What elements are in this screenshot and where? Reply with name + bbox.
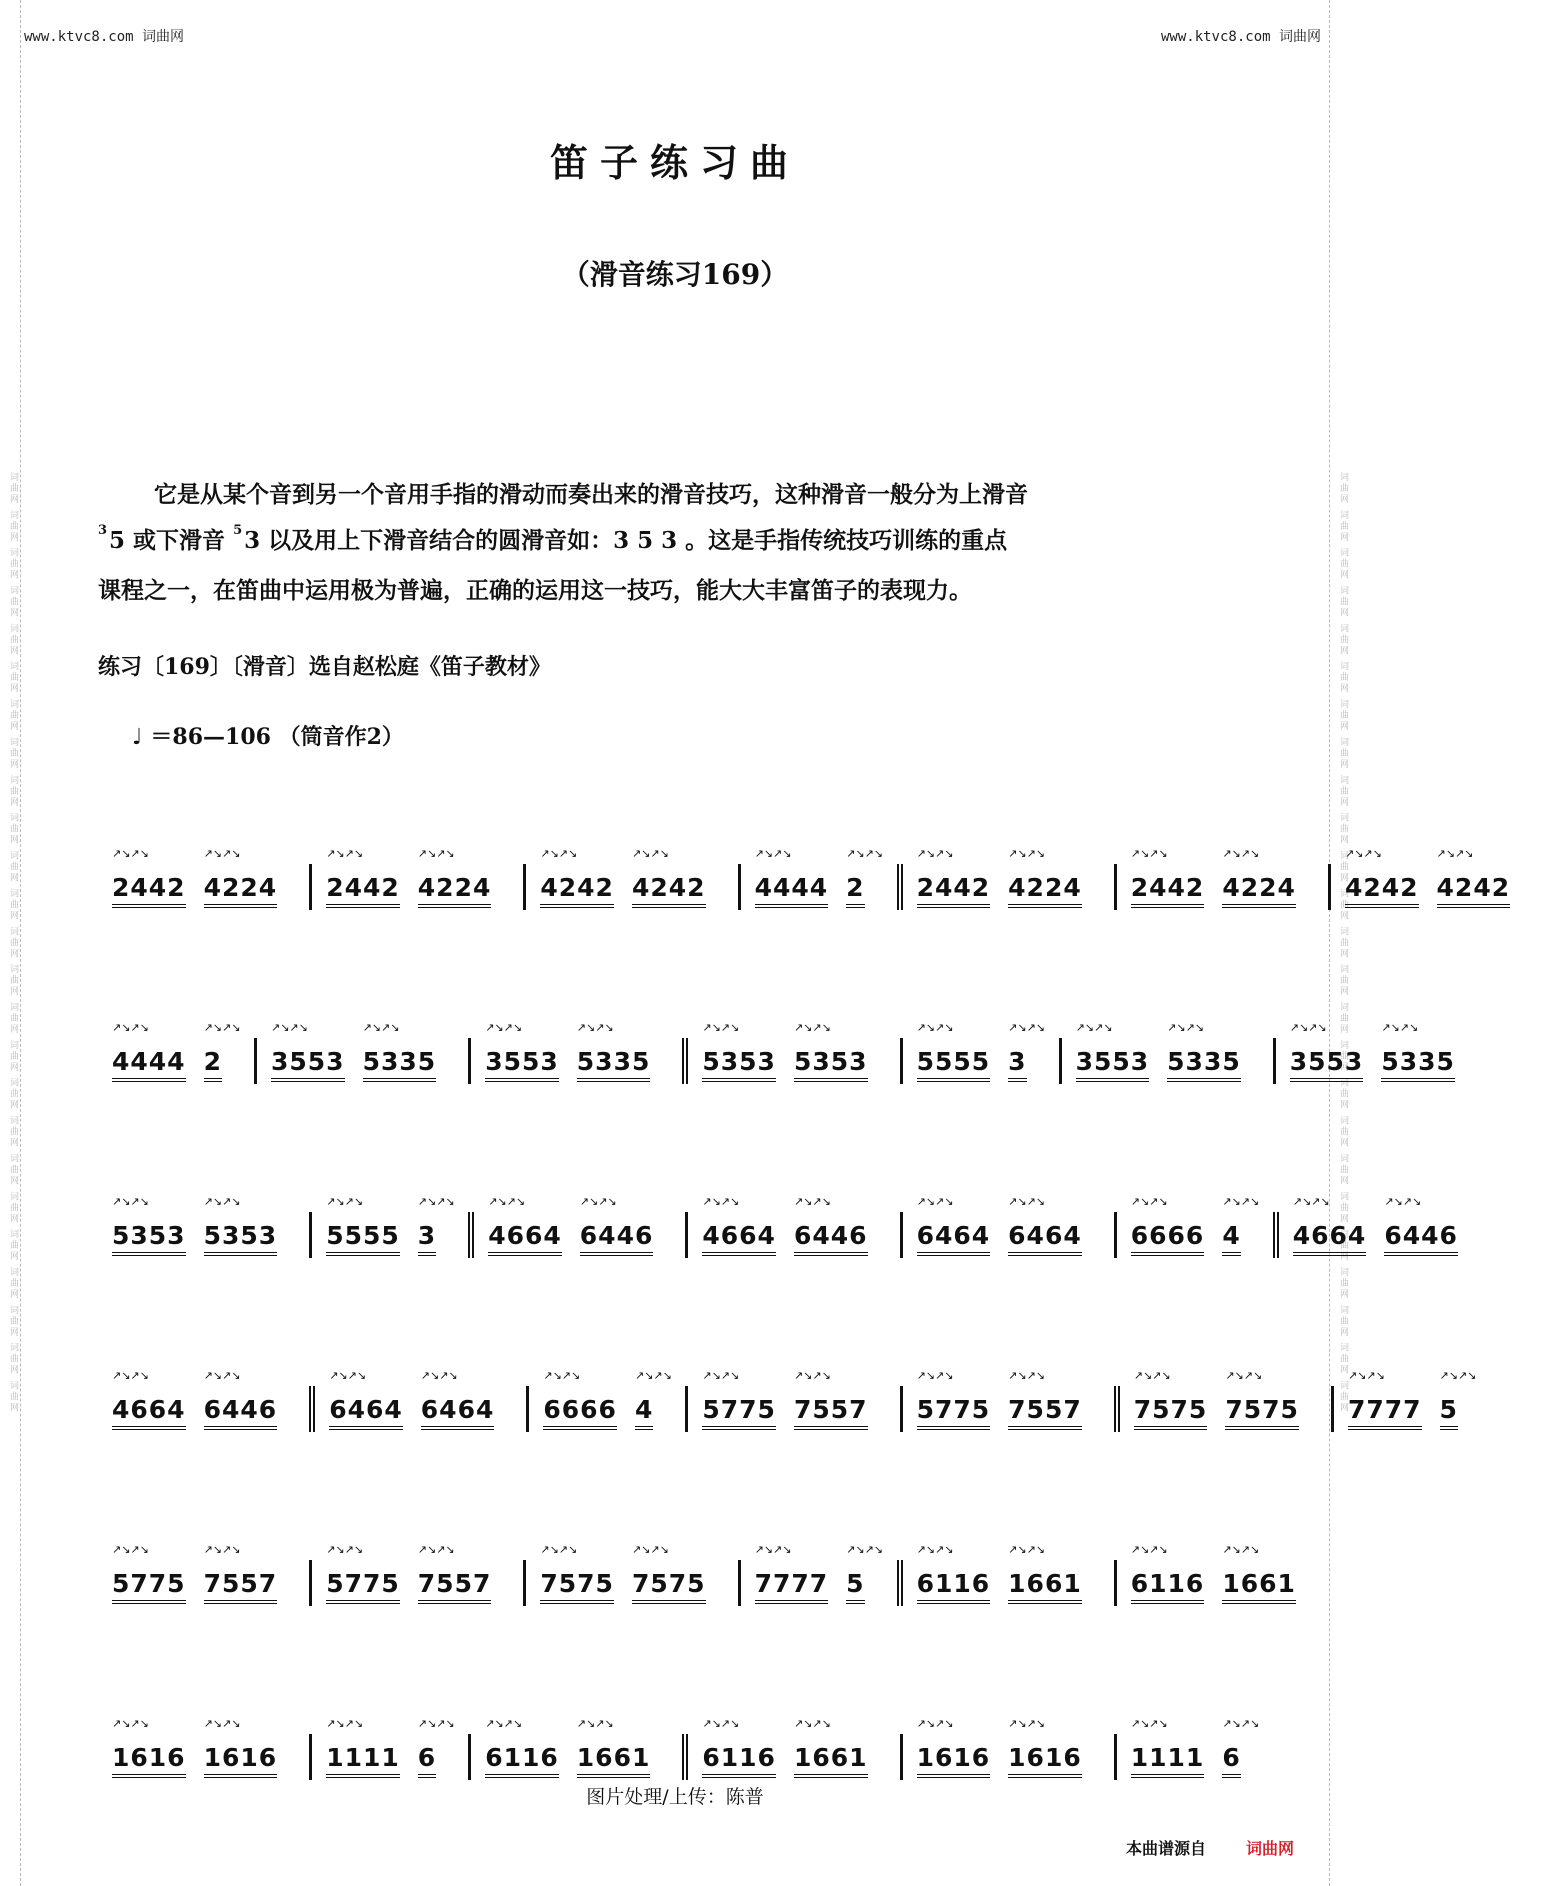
note-group: ↗↘↗↘ 5335 [1167,1047,1241,1076]
note-group: ↗↘↗↘ 6116 [1131,1569,1205,1598]
intro-line-3: 课程之一，在笛曲中运用极为普遍，正确的运用这一技巧，能大大丰富笛子的表现力。 [98,577,972,604]
source-footer [1126,1836,1294,1859]
note-group: ↗↘↗↘ 7575 [540,1569,614,1598]
note-group: ↗↘↗↘ 3553 [1076,1047,1150,1076]
measure [1273,1212,1490,1258]
note-group: ↗↘↗↘ 5775 [917,1395,991,1424]
measure [98,1734,309,1780]
note-group: ↗↘↗↘ 5775 [326,1569,400,1598]
score-line [98,1670,1241,1844]
measure [526,1386,685,1432]
measure [98,1038,254,1084]
note-group: ↗↘↗↘ 4664 [488,1221,562,1250]
measure [682,1038,899,1084]
score-line [98,1148,1458,1322]
measure [738,864,897,910]
note-group: ↗↘↗↘ 1616 [112,1743,186,1772]
note-group: ↗↘↗↘ 1111 [326,1743,400,1772]
measure [897,1560,1114,1606]
side-watermark-left: 词曲网 词曲网 词曲网 词曲网 词曲网 词曲网 词曲网 词曲网 词曲网 词曲网 词曲网 词曲网 词曲网 词曲网 词曲网 词曲网 词曲网 词曲网 词曲网 词曲网 词曲网 词曲网 词曲网 词曲网 词曲网 [0,0,21,1886]
note-group: ↗↘↗↘ 2442 [326,873,400,902]
measure [309,1560,523,1606]
note-group: ↗↘↗↘ 4224 [1222,873,1296,902]
measure [1328,864,1542,910]
note-group: ↗↘↗↘ 1616 [917,1743,991,1772]
note-group: ↗↘↗↘ 2442 [112,873,186,902]
note-group: ↗↘↗↘ 7557 [1008,1395,1082,1424]
slide-down-mark: 5 [233,523,243,538]
note-group: ↗↘↗↘ 1661 [1008,1569,1082,1598]
note-group: ↗↘↗↘ 1661 [577,1743,651,1772]
note-group: ↗↘↗↘ 2442 [917,873,991,902]
note-group: ↗↘↗↘ 4664 [702,1221,776,1250]
note-group: ↗↘↗↘ 4 [635,1395,653,1424]
intro-line-1: 它是从某个音到另一个音用手指的滑动而奏出来的滑音技巧，这种滑音一般分为上滑音 [154,481,1028,508]
note-group: ↗↘↗↘ 4242 [540,873,614,902]
source-brand-link[interactable]: 词曲网 [1245,1839,1294,1858]
note-group: ↗↘↗↘ 1111 [1131,1743,1205,1772]
measure [309,1386,526,1432]
measure [900,1734,1114,1780]
note-group: ↗↘↗↘ 4242 [1345,873,1419,902]
note-group: ↗↘↗↘ 5353 [702,1047,776,1076]
note-group: ↗↘↗↘ 7575 [1134,1395,1208,1424]
measure [254,1038,468,1084]
note-group: ↗↘↗↘ 5353 [794,1047,868,1076]
note-group: ↗↘↗↘ 6464 [1008,1221,1082,1250]
measure [523,1560,737,1606]
note-group: ↗↘↗↘ 7557 [418,1569,492,1598]
note-group: ↗↘↗↘ 1661 [1222,1569,1296,1598]
header-site-right[interactable]: www.ktvc8.com 词曲网 [1160,29,1321,45]
measure [98,864,309,910]
slide-up-mark: 3 [98,523,108,538]
note-group: ↗↘↗↘ 6666 [1131,1221,1205,1250]
measure [523,864,737,910]
note-group: ↗↘↗↘ 7575 [1225,1395,1299,1424]
score-line [98,800,1511,974]
measure [468,1734,682,1780]
note-group: ↗↘↗↘ 4664 [1293,1221,1367,1250]
side-watermark-right: 词曲网 词曲网 词曲网 词曲网 词曲网 词曲网 词曲网 词曲网 词曲网 词曲网 词曲网 词曲网 词曲网 词曲网 词曲网 词曲网 词曲网 词曲网 词曲网 词曲网 词曲网 词曲网 词曲网 词曲网 词曲网 [1329,0,1350,1886]
note-group: ↗↘↗↘ 3553 [485,1047,559,1076]
note-group: ↗↘↗↘ 2 [204,1047,222,1076]
measure [685,1212,899,1258]
page-subtitle: （滑音练习169） [561,258,789,291]
measure [98,1386,309,1432]
note-group: ↗↘↗↘ 2 [846,873,864,902]
note-group: ↗↘↗↘ 5555 [917,1047,991,1076]
note-group: ↗↘↗↘ 1661 [794,1743,868,1772]
intro-line-2 [98,518,1238,568]
note-group: ↗↘↗↘ 4664 [112,1395,186,1424]
measure [682,1734,899,1780]
note-group: ↗↘↗↘ 5 [846,1569,864,1598]
note-group: ↗↘↗↘ 5335 [363,1047,437,1076]
note-group: ↗↘↗↘ 1616 [1008,1743,1082,1772]
intro-line-2b: 3 以及用上下滑音结合的圆滑音如：3 5 3 。这是手指传统技巧训练的重点 [244,527,1008,554]
note-group: ↗↘↗↘ 4224 [1008,873,1082,902]
note-group: ↗↘↗↘ 5353 [204,1221,278,1250]
note-group: ↗↘↗↘ 5775 [702,1395,776,1424]
note-group: ↗↘↗↘ 6446 [580,1221,654,1250]
measure [1114,1386,1331,1432]
measure [1114,1560,1328,1606]
measure [1273,1038,1487,1084]
measure [900,1212,1114,1258]
measure [1114,1734,1273,1780]
note-group: ↗↘↗↘ 6464 [421,1395,495,1424]
note-group: ↗↘↗↘ 1616 [204,1743,278,1772]
note-group: ↗↘↗↘ 4 [1222,1221,1240,1250]
measure [309,1212,468,1258]
note-group: ↗↘↗↘ 3553 [1290,1047,1364,1076]
note-group: ↗↘↗↘ 7575 [632,1569,706,1598]
note-group: ↗↘↗↘ 5775 [112,1569,186,1598]
measure [468,1038,682,1084]
note-group: ↗↘↗↘ 6446 [204,1395,278,1424]
tempo-text: ＝86—106 （筒音作2） [150,724,404,750]
note-group: ↗↘↗↘ 4224 [204,873,278,902]
measure [1059,1038,1273,1084]
note-group: ↗↘↗↘ 4242 [632,873,706,902]
note-group: ↗↘↗↘ 5353 [112,1221,186,1250]
note-group: ↗↘↗↘ 6464 [917,1221,991,1250]
note-group: ↗↘↗↘ 6666 [543,1395,617,1424]
note-group: ↗↘↗↘ 2442 [1131,873,1205,902]
note-group: ↗↘↗↘ 6446 [1384,1221,1458,1250]
note-group: ↗↘↗↘ 3 [418,1221,436,1250]
note-group: ↗↘↗↘ 4242 [1437,873,1511,902]
measure [900,1038,1059,1084]
measure [1114,1212,1273,1258]
upload-credit: 图片处理/上传：陈普 [586,1786,764,1808]
score-line [98,974,1455,1148]
note-group: ↗↘↗↘ 3553 [271,1047,345,1076]
page-title: 笛子练习曲 [549,140,800,185]
note-group: ↗↘↗↘ 7777 [755,1569,829,1598]
measure [309,864,523,910]
measure [309,1734,468,1780]
note-group: ↗↘↗↘ 5335 [577,1047,651,1076]
measure [98,1560,309,1606]
measure [1114,864,1328,910]
intro-line-2a: 5 或下滑音 [109,527,226,554]
note-group: ↗↘↗↘ 6 [1222,1743,1240,1772]
note-group: ↗↘↗↘ 4444 [112,1047,186,1076]
measure [685,1386,899,1432]
note-group: ↗↘↗↘ 3 [1008,1047,1026,1076]
note-group: ↗↘↗↘ 4444 [755,873,829,902]
note-group: ↗↘↗↘ 4224 [418,873,492,902]
measure [738,1560,897,1606]
note-group: ↗↘↗↘ 5335 [1381,1047,1455,1076]
measure [98,1212,309,1258]
score-line [98,1496,1296,1670]
note-group: ↗↘↗↘ 6116 [702,1743,776,1772]
note-group: ↗↘↗↘ 7777 [1348,1395,1422,1424]
header-site-left[interactable]: www.ktvc8.com 词曲网 [24,29,185,45]
measure [1331,1386,1490,1432]
note-group: ↗↘↗↘ 6446 [794,1221,868,1250]
note-group: ↗↘↗↘ 5555 [326,1221,400,1250]
source-label: 本曲谱源自 [1125,1839,1206,1858]
score-line [98,1322,1458,1496]
measure [468,1212,685,1258]
measure [897,864,1114,910]
exercise-reference: 练习〔169〕〔滑音〕选自赵松庭《笛子教材》 [98,654,551,680]
note-group: ↗↘↗↘ 7557 [204,1569,278,1598]
note-group: ↗↘↗↘ 6 [418,1743,436,1772]
note-group: ↗↘↗↘ 6116 [485,1743,559,1772]
note-group: ↗↘↗↘ 5 [1440,1395,1458,1424]
note-group: ↗↘↗↘ 6116 [917,1569,991,1598]
quarter-note-icon: ♩ [132,724,143,750]
tempo-marking [132,720,404,751]
note-group: ↗↘↗↘ 7557 [794,1395,868,1424]
measure [900,1386,1114,1432]
intro-paragraph [98,472,1238,614]
note-group: ↗↘↗↘ 6464 [329,1395,403,1424]
